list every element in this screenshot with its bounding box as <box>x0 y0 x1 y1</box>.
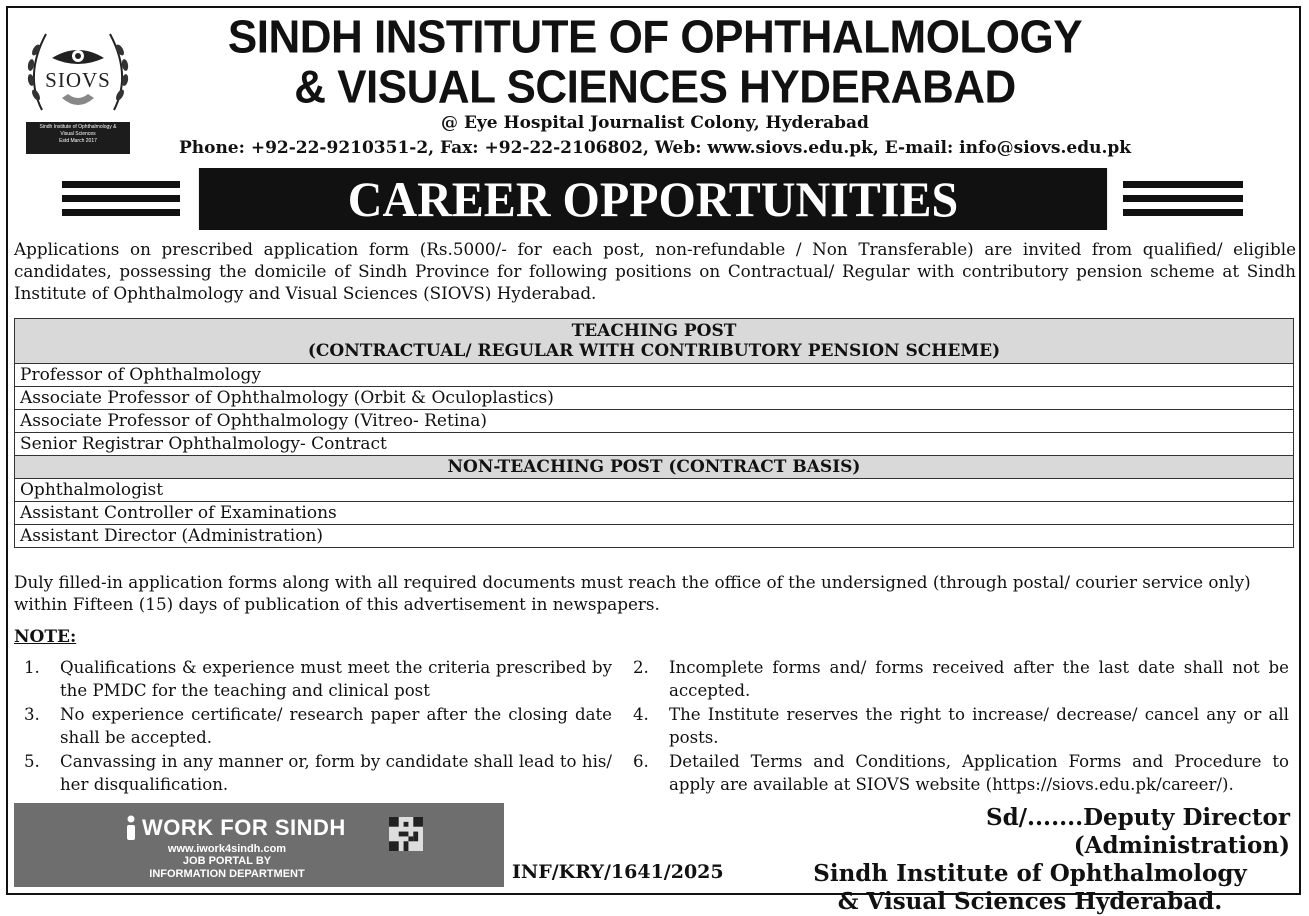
note-text: Canvassing in any manner or, form by candidate shall lead to his/ her disqualification. <box>60 752 612 794</box>
note-text: The Institute reserves the right to increase/ decrease/ cancel any or all posts. <box>669 705 1289 747</box>
list-item <box>24 656 612 702</box>
post-name: Assistant Controller of Examinations <box>15 502 1294 525</box>
ribbon-line: Sindh Institute of Ophthalmology & <box>39 124 117 130</box>
signature-block <box>770 804 1290 916</box>
note-number: 4. <box>633 705 649 724</box>
post-name: Associate Professor of Ophthalmology (Vitreo- Retina) <box>15 410 1294 433</box>
portal-subtitle-1: JOB PORTAL BY <box>182 855 272 867</box>
address: @ Eye Hospital Journalist Colony, Hyderabad <box>441 113 869 133</box>
notes-column-left <box>24 656 612 797</box>
non-teaching-header: NON-TEACHING POST (CONTRACT BASIS) <box>15 456 1294 479</box>
table-row <box>15 387 1294 410</box>
list-item <box>24 703 612 749</box>
institute-title-line-1: SINDH INSTITUTE OF OPHTHALMOLOGY <box>227 11 1083 64</box>
list-item <box>24 750 612 796</box>
signatory-title: Sd/.......Deputy Director (Administration) <box>985 804 1290 859</box>
qr-code-icon <box>389 817 423 851</box>
career-opportunities-banner: CAREER OPPORTUNITIES <box>199 168 1107 230</box>
banner-decor-left <box>62 177 182 221</box>
ribbon-line: Estd March 2017 <box>59 138 97 144</box>
iwork4sindh-portal-box <box>14 803 504 887</box>
note-number: 5. <box>24 752 40 771</box>
list-item <box>633 703 1289 749</box>
note-number: 6. <box>633 752 649 771</box>
siovs-logo <box>16 16 140 144</box>
post-name: Senior Registrar Ophthalmology- Contract <box>15 433 1294 456</box>
list-item <box>633 750 1289 796</box>
list-item <box>633 656 1289 702</box>
logo-ribbon <box>26 122 130 154</box>
portal-brand: WORK FOR SINDH <box>142 815 346 840</box>
notes-column-right <box>633 656 1289 797</box>
note-number: 1. <box>24 658 40 677</box>
teaching-header: TEACHING POST <box>571 321 737 341</box>
banner-decor-right <box>1123 177 1243 221</box>
advertisement-reference: INF/KRY/1641/2025 <box>512 861 724 883</box>
teaching-header-row <box>15 319 1294 364</box>
note-text: Incomplete forms and/ forms received after the last date shall not be accepted. <box>669 658 1289 700</box>
note-heading: NOTE: <box>14 627 77 647</box>
contact-details: Phone: +92-22-9210351-2, Fax: +92-22-2106802, Web: www.siovs.edu.pk, E-mail: info@siovs.edu.pk <box>178 138 1132 158</box>
post-name: Ophthalmologist <box>15 479 1294 502</box>
note-number: 3. <box>24 705 40 724</box>
note-number: 2. <box>633 658 649 677</box>
note-text: Detailed Terms and Conditions, Application Forms and Procedure to apply are available at SIOVS website (https://siovs.edu.pk/career/). <box>669 752 1289 794</box>
logo-abbreviation: SIOVS <box>45 68 111 92</box>
submission-instructions: Duly filled-in application forms along with all required documents must reach the office of the undersigned (through postal/ courier service only) within Fifteen (15) days of publication of this advertisement in newspapers. <box>14 572 1251 614</box>
post-name: Assistant Director (Administration) <box>15 525 1294 548</box>
non-teaching-header-row <box>15 456 1294 479</box>
post-name: Associate Professor of Ophthalmology (Orbit & Oculoplastics) <box>15 387 1294 410</box>
portal-url: www.iwork4sindh.com <box>167 843 287 855</box>
note-text: No experience certificate/ research paper after the closing date shall be accepted. <box>60 705 612 747</box>
table-row <box>15 364 1294 387</box>
table-row <box>15 410 1294 433</box>
posts-table <box>14 318 1294 548</box>
intro-paragraph: Applications on prescribed application form (Rs.5000/- for each post, non-refundable / Non Transferable) are invited from qualified/ eligible candidates, possessing the domicile of Sindh Province for following positions on Contractual/ Regular with contributory pension scheme at Sindh Institute of Ophthalmology and Visual Sciences (SIOVS) Hyderabad. <box>14 239 1296 303</box>
signatory-institute-2: & Visual Sciences Hyderabad. <box>837 888 1223 915</box>
person-i-icon <box>124 815 138 841</box>
signatory-institute-1: Sindh Institute of Ophthalmology <box>813 860 1247 887</box>
teaching-subheader: (CONTRACTUAL/ REGULAR WITH CONTRIBUTORY PENSION SCHEME) <box>307 341 1001 361</box>
ribbon-line: Visual Sciences <box>60 131 96 137</box>
post-name: Professor of Ophthalmology <box>15 364 1294 387</box>
institute-title-line-2: & VISUAL SCIENCES HYDERABAD <box>294 61 1016 114</box>
table-row <box>15 502 1294 525</box>
portal-subtitle-2: INFORMATION DEPARTMENT <box>149 868 305 880</box>
note-text: Qualifications & experience must meet the criteria prescribed by the PMDC for the teaching and clinical post <box>60 658 612 700</box>
table-row <box>15 433 1294 456</box>
table-row <box>15 479 1294 502</box>
table-row <box>15 525 1294 548</box>
